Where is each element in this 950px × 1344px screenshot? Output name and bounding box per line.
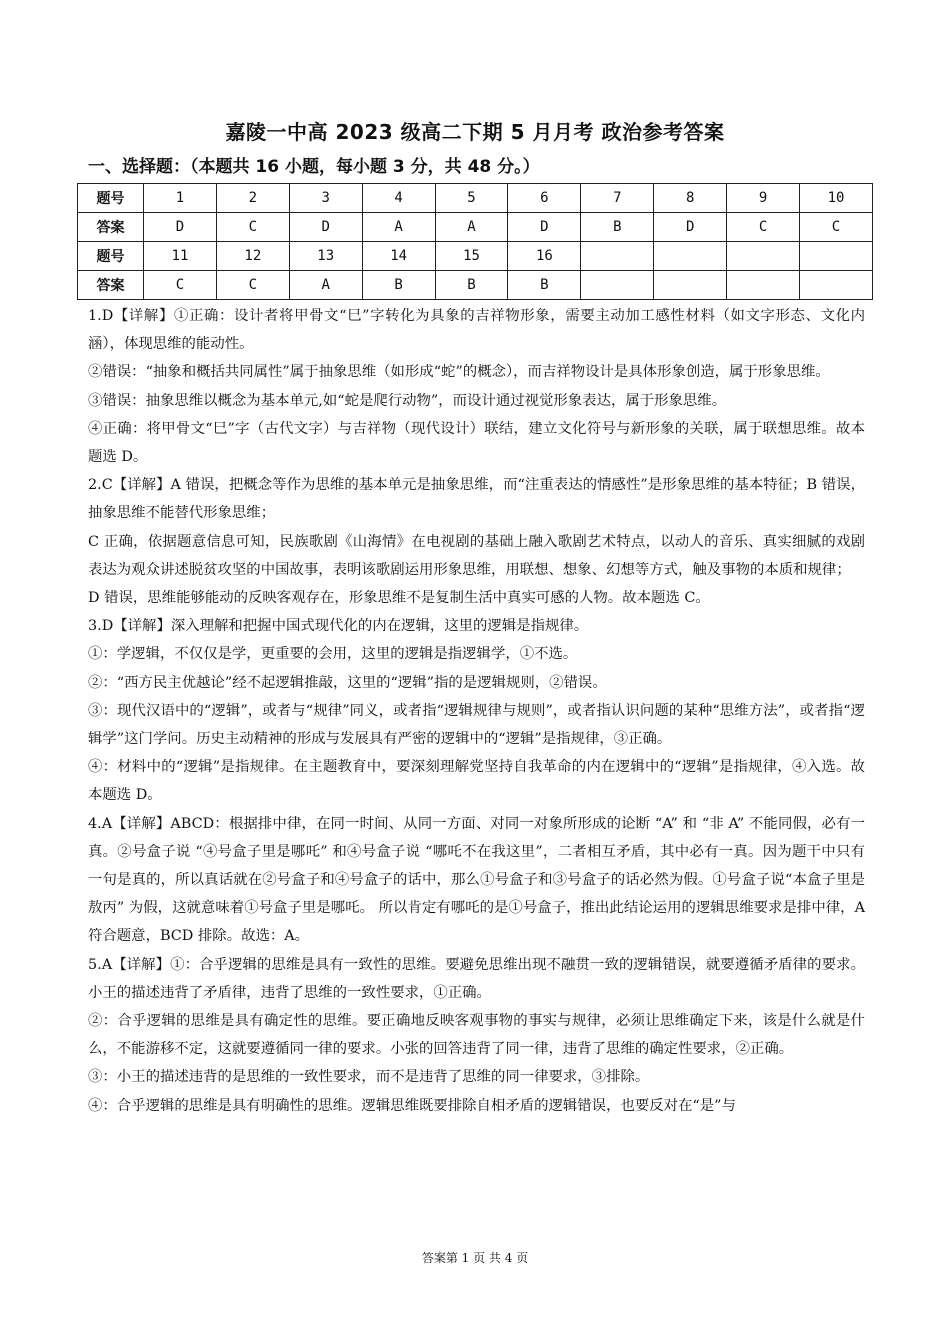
table-cell (581, 242, 654, 271)
table-cell: C (727, 213, 800, 242)
explanations (88, 302, 865, 1120)
table-row (78, 184, 873, 213)
explanation-paragraph: ②：“西方民主优越论”经不起逻辑推敲，这里的“逻辑”指的是逻辑规则，②错误。 (88, 674, 607, 691)
table-cell: 15 (435, 242, 508, 271)
explanation-paragraph: 4.A【详解】ABCD：根据排中律，在同一时间、从同一方面、对同一对象所形成的论断 “A” 和 “非 A” 不能同假，必有一真。②号盒子说 “④号盒子里是哪吒” 和④号盒子说 “哪吒不在我这里”，二者相互矛盾，其中必有一真。因为题干中只有一句是真的，所以真话就在②号盒子和④号盒子的话中，那么①号盒子和③号盒子的话必然为假。①号盒子说“本盒子里是敖丙” 为假，这就意味着①号盒子里是哪吒。 所以肯定有哪吒的是①号盒子，推出此结论运用的逻辑思维要求是排中律，A 符合题意，BCD 排除。故选：A。 (88, 815, 865, 945)
table-cell: 14 (362, 242, 435, 271)
table-cell: C (216, 213, 289, 242)
table-cell: B (581, 213, 654, 242)
row-header-cell: 答案 (78, 213, 144, 242)
table-cell: 3 (289, 184, 362, 213)
table-cell (727, 271, 800, 300)
page-title: 嘉陵一中高 2023 级高二下期 5 月月考 政治参考答案 (225, 120, 725, 144)
explanation-paragraph: ④正确：将甲骨文“巳”字（古代文字）与吉祥物（现代设计）联结，建立文化符号与新形象的关联，属于联想思维。故本题选 D。 (88, 420, 865, 466)
table-cell: 13 (289, 242, 362, 271)
table-cell: D (144, 213, 217, 242)
table-cell: A (289, 271, 362, 300)
explanation-paragraph: ③：小王的描述违背的是思维的一致性要求，而不是违背了思维的同一律要求，③排除。 (88, 1069, 650, 1086)
table-cell: C (144, 271, 217, 300)
table-row (78, 271, 873, 300)
table-cell (581, 271, 654, 300)
table-cell: 1 (144, 184, 217, 213)
page-footer: 答案第 1 页 共 4 页 (421, 1251, 529, 1265)
explanation-paragraph: 5.A【详解】①：合乎逻辑的思维是具有一致性的思维。要避免思维出现不融贯一致的逻辑错误，就要遵循矛盾律的要求。小王的描述违背了矛盾律，违背了思维的一致性要求，①正确。 (88, 956, 865, 1001)
table-cell: 11 (144, 242, 217, 271)
table-cell: 16 (508, 242, 581, 271)
explanation-paragraph: ②：合乎逻辑的思维是具有确定性的思维。要正确地反映客观事物的事实与规律，必须让思维确定下来，该是什么就是什么，不能游移不定，这就要遵循同一律的要求。小张的回答违背了同一律，违背了思维的确定性要求，②正确。 (88, 1013, 865, 1058)
table-cell: 8 (654, 184, 727, 213)
table-cell (654, 271, 727, 300)
table-cell: D (508, 213, 581, 242)
row-header-cell: 答案 (78, 271, 144, 300)
row-header-cell: 题号 (78, 184, 144, 213)
table-cell (654, 242, 727, 271)
table-row (78, 242, 873, 271)
table-cell: C (800, 213, 873, 242)
table-cell: 12 (216, 242, 289, 271)
explanation-paragraph: ③错误：抽象思维以概念为基本单元,如“蛇是爬行动物”，而设计通过视觉形象表达，属于形象思维。 (88, 392, 727, 409)
explanation-paragraph: 3.D【详解】深入理解和把握中国式现代化的内在逻辑，这里的逻辑是指规律。 (88, 618, 589, 635)
explanation-paragraph: ①：学逻辑，不仅仅是学，更重要的会用，这里的逻辑是指逻辑学，①不选。 (88, 646, 578, 663)
answer-table (77, 183, 873, 300)
table-cell: 10 (800, 184, 873, 213)
table-cell (800, 242, 873, 271)
table-cell: 6 (508, 184, 581, 213)
table-cell: A (362, 213, 435, 242)
explanation-paragraph: ③：现代汉语中的“逻辑”，或者与“规律”同义，或者指“逻辑规律与规则”，或者指认识问题的某种“思维方法”，或者指“逻辑学”这门学问。历史主动精神的形成与发展具有严密的逻辑中的“逻辑”是指规律，③正确。 (88, 702, 865, 748)
table-cell: A (435, 213, 508, 242)
table-cell: 9 (727, 184, 800, 213)
explanation-paragraph: 1.D【详解】①正确：设计者将甲骨文“巳”字转化为具象的吉祥物形象，需要主动加工感性材料（如文字形态、文化内涵），体现思维的能动性。 (88, 308, 865, 353)
row-header-cell: 题号 (78, 242, 144, 271)
table-row (78, 213, 873, 242)
table-cell: D (654, 213, 727, 242)
table-cell (727, 242, 800, 271)
table-cell (800, 271, 873, 300)
table-cell: 5 (435, 184, 508, 213)
explanation-paragraph: ②错误：“抽象和概括共同属性”属于抽象思维（如形成“蛇”的概念），而吉祥物设计是具体形象创造，属于形象思维。 (88, 364, 830, 381)
table-cell: D (289, 213, 362, 242)
explanation-paragraph: C 正确，依据题意信息可知，民族歌剧《山海情》在电视剧的基础上融入歌剧艺术特点，以动人的音乐、真实细腻的戏剧表达为观众讲述脱贫攻坚的中国故事，表明该歌剧运用形象思维，用联想、想象、幻想等方式，触及事物的本质和规律； (88, 533, 865, 578)
explanation-paragraph: ④：材料中的“逻辑”是指规律。在主题教育中，要深刻理解党坚持自我革命的内在逻辑中的“逻辑”是指规律，④入选。故本题选 D。 (88, 759, 865, 804)
table-cell: B (435, 271, 508, 300)
table-cell: B (508, 271, 581, 300)
explanation-paragraph: ④：合乎逻辑的思维是具有明确性的思维。逻辑思维既要排除自相矛盾的逻辑错误，也要反对在“是”与 (88, 1097, 736, 1114)
explanation-paragraph: 2.C【详解】A 错误，把概念等作为思维的基本单元是抽象思维，而“注重表达的情感性”是形象思维的基本特征；B 错误，抽象思维不能替代形象思维； (88, 477, 865, 522)
table-cell: C (216, 271, 289, 300)
table-cell: B (362, 271, 435, 300)
explanation-paragraph: D 错误，思维能够能动的反映客观存在，形象思维不是复制生活中真实可感的人物。故本题选 C。 (88, 590, 710, 607)
table-cell: 4 (362, 184, 435, 213)
table-cell: 2 (216, 184, 289, 213)
section-heading: 一、选择题：（本题共 16 小题，每小题 3 分，共 48 分。） (88, 157, 540, 177)
table-cell: 7 (581, 184, 654, 213)
